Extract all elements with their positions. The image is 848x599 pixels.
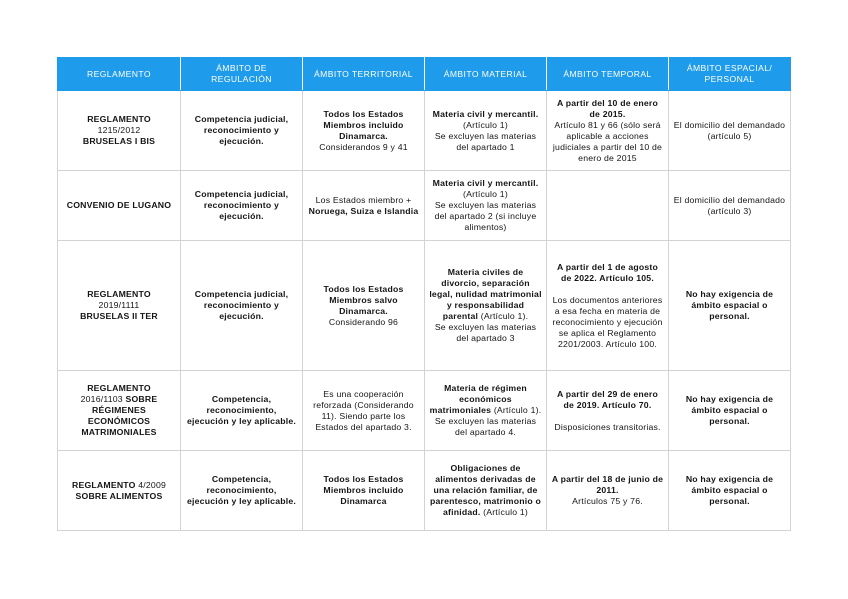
material-exclusion: Se excluyen las materias del apartado 4. bbox=[434, 416, 537, 437]
cell-reglamento bbox=[58, 91, 181, 171]
reglamento-name: BRUSELAS I BIS bbox=[82, 136, 156, 146]
header-temporal: ÁMBITO TEMPORAL bbox=[547, 58, 669, 91]
territorial-main: Todos los Estados Miembros incluido Dinamarca bbox=[323, 474, 404, 506]
table-row bbox=[58, 241, 791, 371]
espacial-text: El domicilio del demandado (artículo 3) bbox=[673, 194, 786, 216]
table-row bbox=[58, 91, 791, 171]
cell-espacial bbox=[669, 171, 791, 241]
cell-temporal bbox=[547, 451, 669, 531]
temporal-main: A partir del 29 de enero de 2019. Artículo 70. bbox=[556, 388, 659, 410]
cell-espacial bbox=[669, 371, 791, 451]
regulacion-text: Competencia, reconocimiento, ejecución y ley aplicable. bbox=[186, 394, 297, 426]
material-exclusion: Se excluyen las materias del apartado 3 bbox=[434, 322, 537, 343]
cell-reglamento bbox=[58, 451, 181, 531]
territorial-note: Considerando 96 bbox=[328, 316, 399, 327]
espacial-text: El domicilio del demandado (artículo 5) bbox=[673, 119, 786, 141]
header-row bbox=[58, 58, 791, 91]
cell-temporal bbox=[547, 91, 669, 171]
reglamento-type: REGLAMENTO bbox=[87, 289, 151, 299]
reglamento-name: BRUSELAS II TER bbox=[80, 311, 158, 321]
cell-regulacion bbox=[181, 451, 303, 531]
material-main: Obligaciones de alimentos derivadas de una relación familiar, de parentesco, matrimonio o afinidad. bbox=[429, 463, 541, 517]
cell-temporal bbox=[547, 171, 669, 241]
reglamento-type: REGLAMENTO bbox=[71, 479, 136, 490]
header-regulacion: ÁMBITO DE REGULACIÓN bbox=[181, 58, 303, 91]
cell-material bbox=[425, 371, 547, 451]
regulacion-text: Competencia judicial, reconocimiento y ejecución. bbox=[194, 114, 289, 146]
temporal-main: A partir del 1 de agosto de 2022. Artículo 105. bbox=[556, 261, 659, 283]
reglamento-name: SOBRE ALIMENTOS bbox=[75, 490, 163, 501]
cell-material bbox=[425, 451, 547, 531]
temporal-note: Disposiciones transitorias. bbox=[554, 421, 661, 432]
reglamentos-table bbox=[57, 57, 791, 531]
table-row bbox=[58, 371, 791, 451]
cell-regulacion bbox=[181, 371, 303, 451]
cell-regulacion bbox=[181, 91, 303, 171]
temporal-main: A partir del 18 de junio de 2011. bbox=[551, 474, 664, 495]
material-article: (Artículo 1). bbox=[480, 311, 529, 321]
table-row bbox=[58, 171, 791, 241]
espacial-text: No hay exigencia de ámbito espacial o personal. bbox=[685, 289, 774, 321]
cell-material bbox=[425, 91, 547, 171]
reglamento-number: 1215/2012 bbox=[97, 125, 141, 135]
territorial-main: Los Estados miembro + bbox=[315, 194, 412, 205]
reglamento-type: REGLAMENTO bbox=[87, 114, 151, 124]
cell-territorial bbox=[303, 371, 425, 451]
material-main: Materia civiles de divorcio, separación legal, nulidad matrimonial y responsabilidad parental bbox=[429, 267, 542, 321]
temporal-note: Artículos 75 y 76. bbox=[572, 496, 643, 506]
material-article: (Artículo 1) bbox=[483, 507, 529, 517]
cell-reglamento bbox=[58, 371, 181, 451]
cell-territorial bbox=[303, 91, 425, 171]
header-reglamento: REGLAMENTO bbox=[58, 58, 181, 91]
material-main: Materia civil y mercantil. bbox=[432, 178, 539, 188]
temporal-main: A partir del 10 de enero de 2015. bbox=[556, 97, 659, 119]
territorial-main: Todos los Estados Miembros salvo Dinamarca. bbox=[323, 283, 404, 316]
cell-material bbox=[425, 171, 547, 241]
reglamento-type: REGLAMENTO bbox=[87, 383, 151, 393]
regulacion-text: Competencia judicial, reconocimiento y ejecución. bbox=[194, 289, 289, 321]
material-main: Materia civil y mercantil. bbox=[432, 108, 539, 119]
material-article: (Artículo 1) bbox=[463, 189, 508, 199]
regulacion-text: Competencia, reconocimiento, ejecución y ley aplicable. bbox=[186, 474, 297, 506]
reglamento-number: 2019/1111 bbox=[98, 300, 140, 310]
cell-reglamento bbox=[58, 241, 181, 371]
cell-espacial bbox=[669, 241, 791, 371]
header-material: ÁMBITO MATERIAL bbox=[425, 58, 547, 91]
header-espacial: ÁMBITO ESPACIAL/ PERSONAL bbox=[669, 58, 791, 91]
espacial-text: No hay exigencia de ámbito espacial o personal. bbox=[685, 474, 774, 506]
cell-territorial bbox=[303, 241, 425, 371]
reglamento-name: SOBRE RÉGIMENES ECONÓMICOS MATRIMONIALES bbox=[81, 394, 158, 437]
territorial-main: Es una cooperación reforzada (Considerando 11). Siendo parte los Estados del apartado 3. bbox=[313, 388, 414, 432]
cell-territorial bbox=[303, 451, 425, 531]
material-main: Materia de régimen económicos matrimoniales bbox=[429, 383, 527, 415]
reglamento-number: 2016/1103 bbox=[80, 394, 123, 404]
temporal-note: Los documentos anteriores a esa fecha en materia de reconocimiento y ejecución se aplica el Reglamento 2201/2003. Artículo 100. bbox=[552, 294, 663, 349]
cell-regulacion bbox=[181, 171, 303, 241]
reglamento-name: CONVENIO DE LUGANO bbox=[66, 200, 172, 210]
header-territorial: ÁMBITO TERRITORIAL bbox=[303, 58, 425, 91]
territorial-note: Considerandos 9 y 41 bbox=[319, 141, 408, 152]
cell-reglamento bbox=[58, 171, 181, 241]
cell-espacial bbox=[669, 451, 791, 531]
material-article: (Artículo 1). bbox=[493, 405, 542, 415]
material-article: (Artículo 1) bbox=[463, 119, 508, 130]
territorial-main: Todos los Estados Miembros incluido Dinamarca. bbox=[323, 108, 404, 141]
cell-territorial bbox=[303, 171, 425, 241]
table-row bbox=[58, 451, 791, 531]
cell-temporal bbox=[547, 241, 669, 371]
regulacion-text: Competencia judicial, reconocimiento y ejecución. bbox=[194, 189, 289, 221]
cell-regulacion bbox=[181, 241, 303, 371]
cell-material bbox=[425, 241, 547, 371]
material-exclusion: Se excluyen las materias del apartado 2 (si incluye alimentos) bbox=[434, 200, 537, 232]
cell-temporal bbox=[547, 371, 669, 451]
temporal-note: Artículo 81 y 66 (sólo será aplicable a acciones judiciales a partir del 10 de enero de 2015 bbox=[552, 119, 663, 163]
reglamento-number: 4/2009 bbox=[138, 479, 167, 490]
territorial-note: Noruega, Suiza e Islandia bbox=[308, 205, 419, 216]
espacial-text: No hay exigencia de ámbito espacial o personal. bbox=[685, 394, 774, 426]
cell-espacial bbox=[669, 91, 791, 171]
material-exclusion: Se excluyen las materias del apartado 1 bbox=[434, 130, 537, 152]
